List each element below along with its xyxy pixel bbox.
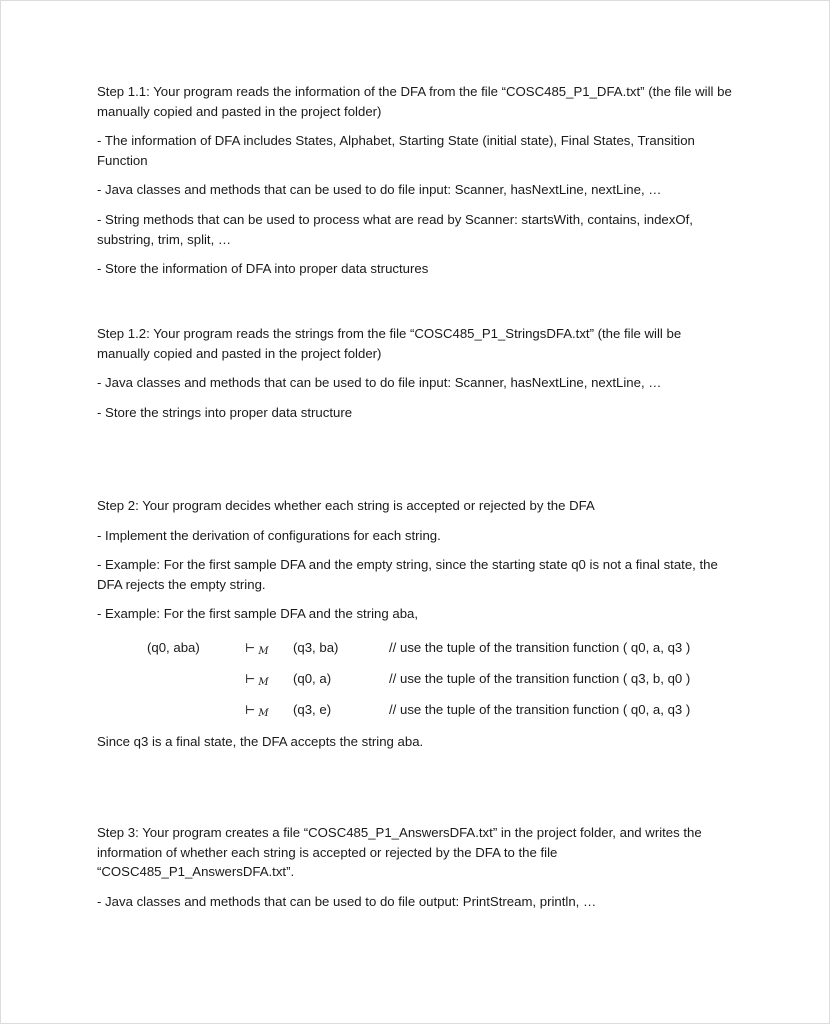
step-3-intro: Step 3: Your program creates a file “COSC485_P1_AnswersDFA.txt” in the project folder, and writes the information of whether each string is accepted or rejected by the DFA to the file “COSC485_P1_AnswersDFA.txt”.	[97, 825, 702, 880]
derivation-config-3: (q3, e)	[293, 702, 332, 717]
derivation-comment-1: // use the tuple of the transition function ( q0, a, q3 )	[389, 640, 691, 655]
step-1-2-bullet-store-strings: - Store the strings into proper data structure	[97, 404, 353, 420]
step-1-2-bullet-file-input: - Java classes and methods that can be used to do file input: Scanner, hasNextLine, nextLine, …	[97, 375, 662, 391]
turnstile-symbol: ⊢ M	[245, 641, 269, 657]
derivation-config-2: (q0, a)	[293, 671, 332, 686]
step-1-1-bullet-store-dfa: - Store the information of DFA into proper data structures	[97, 261, 429, 277]
step-2-intro: Step 2: Your program decides whether each string is accepted or rejected by the DFA	[97, 498, 595, 513]
step-3-section	[97, 823, 737, 911]
step-2-section	[97, 496, 737, 624]
step-1-1-bullet-dfa-info: - The information of DFA includes States, Alphabet, Starting State (initial state), Final States, Transition Function	[97, 133, 695, 168]
step-1-1-intro: Step 1.1: Your program reads the information of the DFA from the file “COSC485_P1_DFA.txt” (the file will be manually copied and pasted in the project folder)	[97, 84, 732, 119]
step-1-2-section	[97, 324, 737, 422]
step-2-bullet-example-empty: - Example: For the first sample DFA and the empty string, since the starting state q0 is not a final state, the DFA rejects the empty string.	[97, 557, 718, 592]
derivation-comment-2: // use the tuple of the transition function ( q3, b, q0 )	[389, 671, 691, 686]
step-1-1-section	[97, 82, 737, 279]
derivation-conclusion: Since q3 is a final state, the DFA accepts the string aba.	[97, 734, 424, 749]
turnstile-symbol: ⊢ M	[245, 672, 269, 688]
derivation-config-1: (q3, ba)	[293, 640, 339, 655]
step-1-2-intro: Step 1.2: Your program reads the strings from the file “COSC485_P1_StringsDFA.txt” (the file will be manually copied and pasted in the project folder)	[97, 326, 682, 361]
derivation-start-config: (q0, aba)	[147, 640, 200, 655]
step-2-bullet-example-aba: - Example: For the first sample DFA and the string aba,	[97, 606, 419, 622]
derivation-comment-3: // use the tuple of the transition function ( q0, a, q3 )	[389, 702, 691, 717]
step-3-bullet-file-output: - Java classes and methods that can be used to do file output: PrintStream, println, …	[97, 893, 597, 909]
step-1-1-bullet-string-methods: - String methods that can be used to process what are read by Scanner: startsWith, contains, indexOf, substring, trim, split, …	[97, 211, 693, 247]
turnstile-symbol: ⊢ M	[245, 703, 269, 719]
derivation-conclusion-block	[97, 732, 737, 752]
step-2-bullet-derivation: - Implement the derivation of configurations for each string.	[97, 527, 441, 543]
step-1-1-bullet-file-input: - Java classes and methods that can be used to do file input: Scanner, hasNextLine, nextLine, …	[97, 182, 662, 198]
